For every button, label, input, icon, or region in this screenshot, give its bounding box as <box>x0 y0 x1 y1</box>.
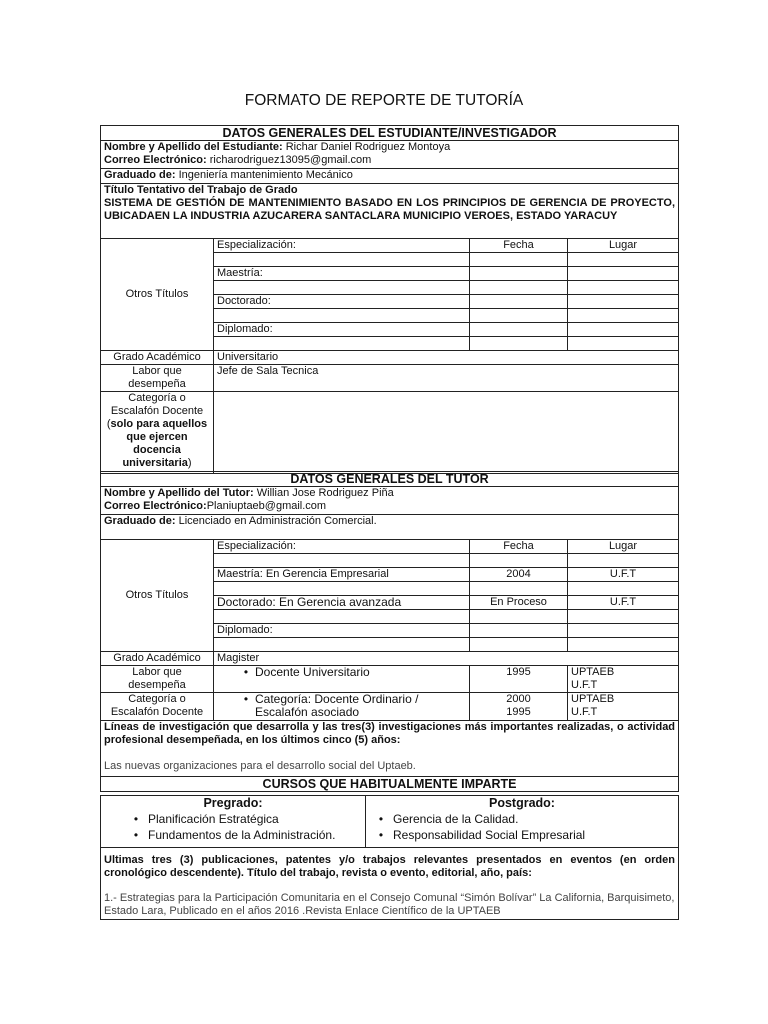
tutor-categoria-line2: Escalafón asociado <box>255 705 360 719</box>
pregrado-item-1: Planificación Estratégica <box>148 812 279 826</box>
tutor-doctorado: Doctorado: En Gerencia avanzada <box>214 596 470 610</box>
tutor-grad-label: Graduado de: <box>104 515 176 527</box>
student-otros-titulos: Otros Títulos <box>101 239 214 351</box>
page-title: FORMATO DE REPORTE DE TUTORÍA <box>244 92 524 109</box>
tutor-labor-lugar-1: UPTAEB <box>571 666 615 678</box>
publications-label: Ultimas tres (3) publicaciones, patentes y/o trabajos relevantes presentados en eventos (en orden cronológico descendente). Título del trabajo, revista o evento, editorial, año, país: <box>104 854 675 879</box>
thesis-title: SISTEMA DE GESTIÓN DE MANTENIMIENTO BASADO EN LOS PRINCIPIOS DE GERENCIA DE PROYECTO, UBICADAEN LA INDUSTRIA AZUCARERA SANTACLARA MUNICIPIO VEROES, ESTADO YARACUY <box>104 197 676 222</box>
tutor-email-value: Planiuptaeb@gmail.com <box>206 500 327 512</box>
bullet-icon: • <box>243 692 249 706</box>
bullet-icon: • <box>378 812 384 826</box>
student-labor-value: Jefe de Sala Tecnica <box>214 365 679 392</box>
student-name-label: Nombre y Apellido del Estudiante: <box>104 141 283 153</box>
student-diplomado: Diplomado: <box>214 323 470 337</box>
tutor-categoria-fecha <box>470 693 568 721</box>
pregrado-list <box>104 811 362 843</box>
tutor-labor-value: Docente Universitario <box>255 665 370 679</box>
student-categoria-label <box>101 392 214 474</box>
tutor-labor-label: Labor que desempeña <box>101 666 214 693</box>
bullet-icon: • <box>378 828 384 842</box>
postgrado-cell <box>366 796 679 848</box>
tutor-name-email-cell <box>101 487 679 515</box>
student-table <box>100 125 679 474</box>
thesis-cell <box>101 184 679 239</box>
tutor-table <box>100 471 679 792</box>
student-grado-value: Universitario <box>214 351 679 365</box>
student-graduated-cell <box>101 169 679 184</box>
bullet-icon: • <box>133 812 139 826</box>
tutor-labor-value-cell <box>214 666 470 693</box>
tutor-cat-lugar-1: UPTAEB <box>571 693 615 705</box>
tutor-cat-fecha-1: 2000 <box>506 693 531 705</box>
tutor-maestria-lugar: U.F.T <box>568 568 679 582</box>
research-label: Líneas de investigación que desarrolla y las tres(3) investigaciones más importantes realizadas, o actividad profesional desempeñada, en los últimos cinco (5) años: <box>104 721 676 746</box>
tutor-maestria: Maestría: En Gerencia Empresarial <box>214 568 470 582</box>
pregrado-label: Pregrado: <box>203 796 263 810</box>
courses-header: CURSOS QUE HABITUALMENTE IMPARTE <box>101 777 679 792</box>
student-email-value: richarodriguez13095@gmail.com <box>206 154 372 166</box>
student-especializacion: Especialización: <box>214 239 470 253</box>
student-section-header: DATOS GENERALES DEL ESTUDIANTE/INVESTIGADOR <box>101 126 679 141</box>
tutor-labor-fecha: 1995 <box>470 666 568 693</box>
student-doctorado: Doctorado: <box>214 295 470 309</box>
bullet-icon: • <box>243 665 249 679</box>
tutor-doctorado-lugar: U.F.T <box>568 596 679 610</box>
student-fecha-header: Fecha <box>470 239 568 253</box>
student-categoria-value <box>214 392 679 474</box>
publications-value: 1.- Estrategias para la Participación Comunitaria en el Consejo Comunal “Simón Bolívar” La California, Barquisimeto, Estado Lara, Publicado en el años 2016 .Revista Enlace Científico de la UPTAEB <box>104 892 675 917</box>
student-labor-label: Labor que desempeña <box>101 365 214 392</box>
tutor-categoria-label: Categoría o Escalafón Docente <box>101 693 214 721</box>
research-cell <box>101 721 679 777</box>
bullet-icon: • <box>133 828 139 842</box>
student-email-label: Correo Electrónico: <box>104 154 207 166</box>
tutor-email-label: Correo Electrónico: <box>104 500 207 512</box>
tutor-labor-lugar-2: U.F.T <box>571 679 598 691</box>
tutor-categoria-lugar <box>568 693 679 721</box>
cat-label-bold: solo para aquellos que ejercen docencia universitaria <box>110 418 208 469</box>
cat-label-close: ) <box>187 457 192 469</box>
publications-cell <box>101 848 679 920</box>
pregrado-cell <box>101 796 366 848</box>
tutor-otros-titulos: Otros Títulos <box>101 540 214 652</box>
tutor-fecha-header: Fecha <box>470 540 568 554</box>
tutor-labor-lugar <box>568 666 679 693</box>
tutor-especializacion: Especialización: <box>214 540 470 554</box>
list-item <box>124 811 362 827</box>
cat-label-text: Categoría o Escalafón Docente ( <box>106 392 204 430</box>
tutor-graduated-cell <box>101 515 679 540</box>
student-name-value: Richar Daniel Rodriguez Montoya <box>282 141 451 153</box>
tutor-cat-lugar-2: U.F.T <box>571 706 598 718</box>
tutor-cat-fecha-2: 1995 <box>506 706 531 718</box>
tutor-doctorado-fecha: En Proceso <box>470 596 568 610</box>
tutor-grad-value: Licenciado en Administración Comercial. <box>175 515 377 527</box>
tutor-lugar-header: Lugar <box>568 540 679 554</box>
student-grad-value: Ingeniería mantenimiento Mecánico <box>175 169 353 181</box>
postgrado-label: Postgrado: <box>489 796 555 810</box>
student-grado-label: Grado Académico <box>101 351 214 365</box>
postgrado-item-2: Responsabilidad Social Empresarial <box>393 828 586 842</box>
list-item <box>124 827 362 843</box>
student-lugar-header: Lugar <box>568 239 679 253</box>
tutor-name-label: Nombre y Apellido del Tutor: <box>104 487 254 499</box>
tutor-diplomado: Diplomado: <box>214 624 470 638</box>
tutor-name-value: Willian Jose Rodriguez Piña <box>253 487 394 499</box>
student-maestria: Maestría: <box>214 267 470 281</box>
thesis-label: Título Tentativo del Trabajo de Grado <box>104 184 298 196</box>
student-grad-label: Graduado de: <box>104 169 176 181</box>
postgrado-list <box>369 811 675 843</box>
list-item <box>369 811 675 827</box>
tutor-grado-value: Magister <box>214 652 679 666</box>
student-name-email-cell <box>101 141 679 169</box>
tutor-categoria-value-cell <box>214 693 470 721</box>
tutor-maestria-fecha: 2004 <box>470 568 568 582</box>
postgrado-item-1: Gerencia de la Calidad. <box>393 812 519 826</box>
research-value: Las nuevas organizaciones para el desarrollo social del Uptaeb. <box>104 760 416 772</box>
pregrado-item-2: Fundamentos de la Administración. <box>148 828 336 842</box>
list-item <box>369 827 675 843</box>
courses-table <box>100 795 679 920</box>
tutor-section-header: DATOS GENERALES DEL TUTOR <box>101 472 679 487</box>
tutor-grado-label: Grado Académico <box>101 652 214 666</box>
tutor-categoria-line1: Categoría: Docente Ordinario / <box>255 692 419 706</box>
